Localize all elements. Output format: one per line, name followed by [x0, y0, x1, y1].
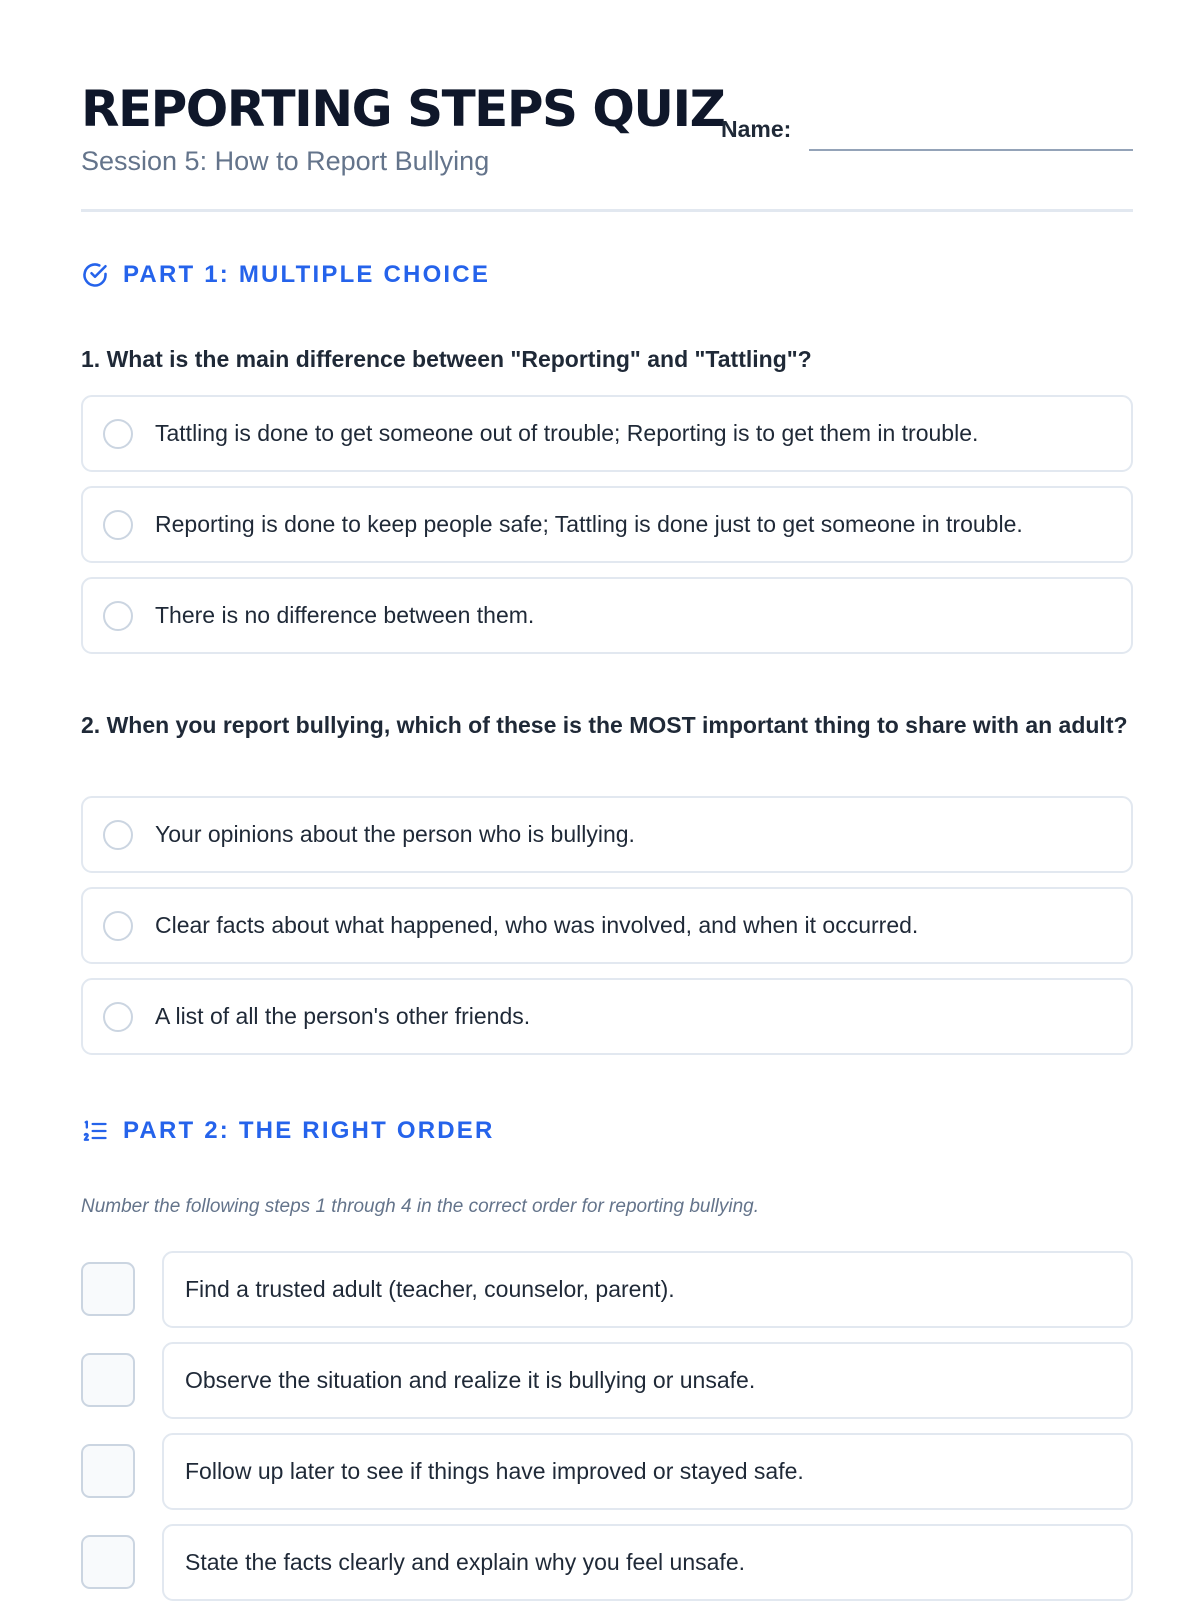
part1-heading	[81, 258, 490, 292]
radio-button[interactable]	[103, 601, 133, 631]
quiz-header	[81, 76, 1133, 212]
radio-button[interactable]	[103, 419, 133, 449]
q2-option-a[interactable]	[81, 796, 1133, 873]
option-label: There is no difference between them.	[155, 602, 535, 628]
step-number-input[interactable]	[81, 1353, 135, 1407]
page-title: REPORTING STEPS QUIZ	[81, 80, 725, 138]
question-2: 2. When you report bullying, which of these is the MOST important thing to share with an adult?	[81, 712, 1128, 738]
option-label: Reporting is done to keep people safe; Tattling is done just to get someone in trouble.	[155, 511, 1023, 537]
ordered-list-icon	[81, 1117, 109, 1145]
radio-button[interactable]	[103, 510, 133, 540]
part2-instructions: Number the following steps 1 through 4 in the correct order for reporting bullying.	[81, 1196, 760, 1217]
q1-option-c[interactable]	[81, 577, 1133, 654]
name-field[interactable]	[809, 149, 1133, 151]
option-label: Tattling is done to get someone out of trouble; Reporting is to get them in trouble.	[155, 420, 979, 446]
q2-option-b[interactable]	[81, 887, 1133, 964]
radio-button[interactable]	[103, 820, 133, 850]
q1-option-a[interactable]	[81, 395, 1133, 472]
step-card: State the facts clearly and explain why you feel unsafe.	[162, 1524, 1133, 1601]
page-subtitle: Session 5: How to Report Bullying	[81, 146, 490, 176]
option-label: Your opinions about the person who is bullying.	[155, 821, 635, 847]
step-number-input[interactable]	[81, 1535, 135, 1589]
option-label: Clear facts about what happened, who was involved, and when it occurred.	[155, 912, 919, 938]
part2-heading	[81, 1114, 495, 1148]
radio-button[interactable]	[103, 911, 133, 941]
step-number-input[interactable]	[81, 1262, 135, 1316]
step-card: Find a trusted adult (teacher, counselor, parent).	[162, 1251, 1133, 1328]
q2-option-c[interactable]	[81, 978, 1133, 1055]
q1-option-b[interactable]	[81, 486, 1133, 563]
part2-heading-label: PART 2: THE RIGHT ORDER	[123, 1117, 495, 1144]
question-1: 1. What is the main difference between "Reporting" and "Tattling"?	[81, 346, 812, 372]
step-number-input[interactable]	[81, 1444, 135, 1498]
name-label: Name:	[721, 116, 792, 142]
option-label: A list of all the person's other friends.	[155, 1003, 531, 1029]
part1-heading-label: PART 1: MULTIPLE CHOICE	[123, 261, 491, 288]
radio-button[interactable]	[103, 1002, 133, 1032]
check-circle-icon	[81, 261, 109, 289]
step-card: Follow up later to see if things have improved or stayed safe.	[162, 1433, 1133, 1510]
step-card: Observe the situation and realize it is bullying or unsafe.	[162, 1342, 1133, 1419]
